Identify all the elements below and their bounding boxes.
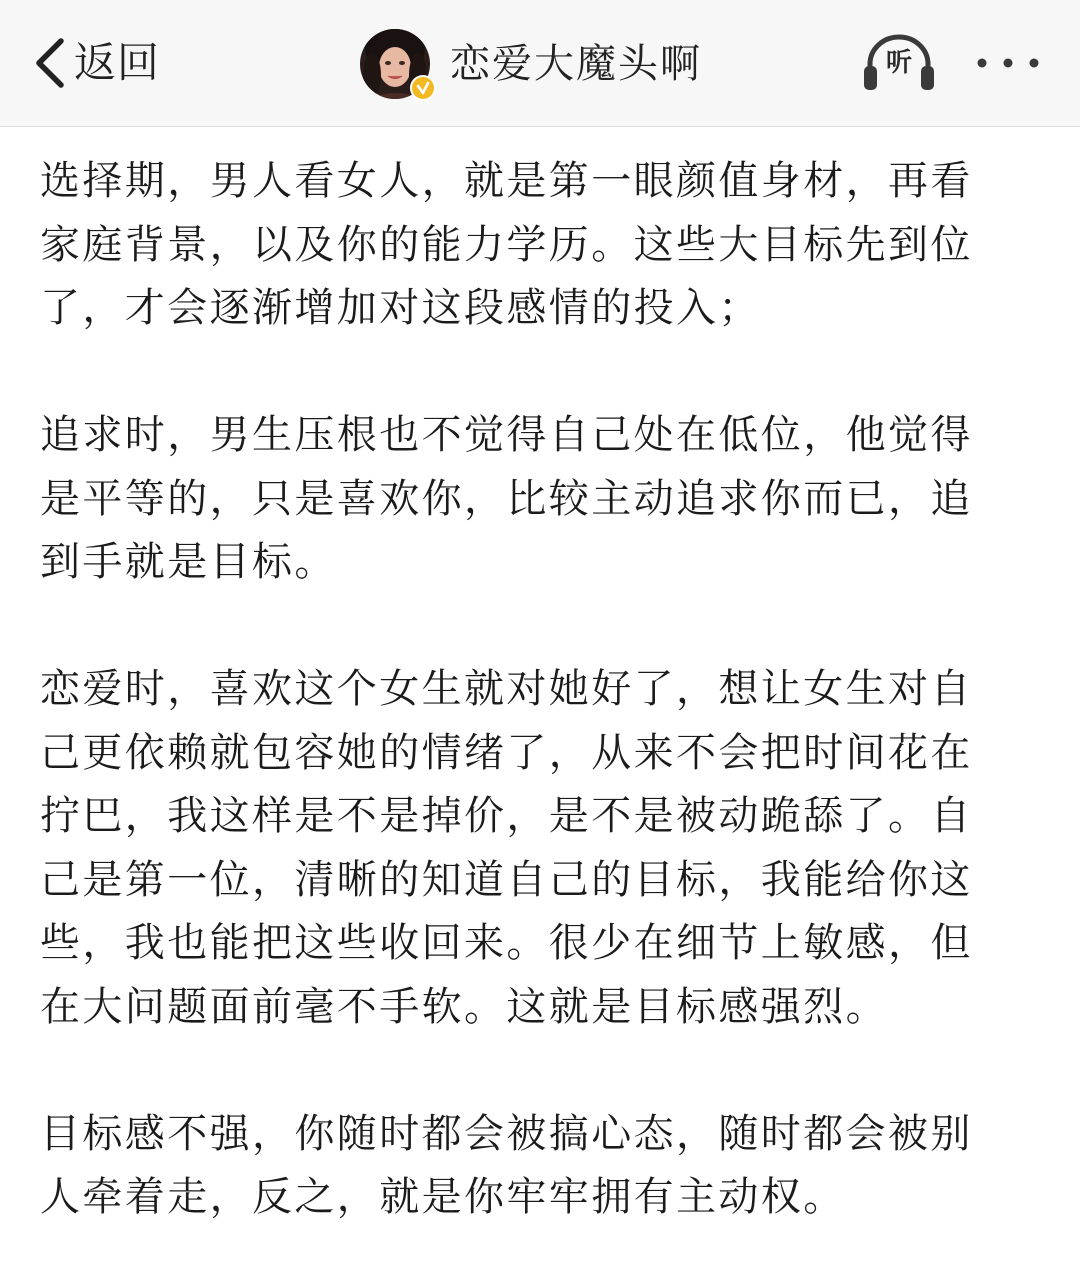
listen-button[interactable] <box>862 32 936 94</box>
ellipsis-icon <box>968 48 1048 78</box>
more-options-button[interactable] <box>968 48 1048 78</box>
back-label: 返回 <box>74 38 161 87</box>
back-button[interactable] <box>30 30 160 96</box>
author-name[interactable]: 恋爱大魔头啊 <box>450 41 702 87</box>
article-paragraph: 选择期，男人看女人，就是第一眼颜值身材，再看 家庭背景，以及你的能力学历。这些大目标先到位 了，才会逐渐增加对这段感情的投入； <box>40 158 973 331</box>
article-body <box>40 150 1040 1230</box>
author-header[interactable] <box>360 28 702 100</box>
top-navigation-bar <box>0 0 1080 127</box>
listen-label: 听 <box>885 48 912 78</box>
article-paragraph: 恋爱时，喜欢这个女生就对她好了，想让女生对自 己更依赖就包容她的情绪了，从来不会把时间花在 拧巴，我这样是不是掉价，是不是被动跪舔了。自 己是第一位，清晰的知道自己的目标，我能给你这 些，我也能把这些收回来。很少在细节上敏感，但 在大问题面前毫不手软。这就是目标感强烈。 <box>40 666 973 1030</box>
article-paragraph: 目标感不强，你随时都会被搞心态，随时都会被别 人牵着走，反之，就是你牢牢拥有主动权。 <box>40 1110 973 1220</box>
avatar[interactable] <box>360 29 430 99</box>
article-paragraph: 追求时，男生压根也不觉得自己处在低位，他觉得 是平等的，只是喜欢你，比较主动追求你而已，追 到手就是目标。 <box>40 412 973 585</box>
chevron-left-icon <box>30 33 70 93</box>
verified-badge-icon <box>410 75 436 101</box>
